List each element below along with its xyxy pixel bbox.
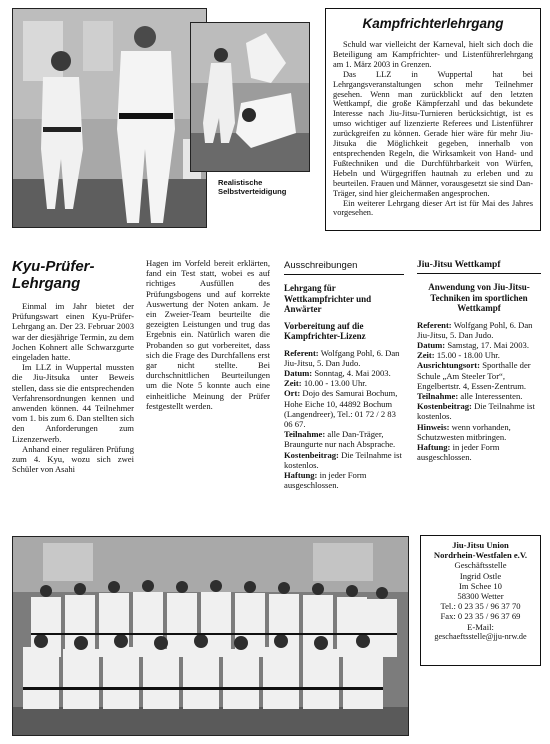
union-line-office: Geschäftsstelle — [454, 560, 507, 571]
lehrgang-entry — [284, 450, 404, 470]
wettkampf-entry-text: wenn vorhanden, Schutzwesten mitbringen. — [417, 421, 511, 442]
lehrgang-entry-text: alle Dan-Träger, Braungurte nur nach Absprache. — [284, 429, 396, 450]
wettkampf-entry — [417, 442, 541, 462]
lehrgang-entry — [284, 388, 404, 429]
wettkampf-entry — [417, 401, 541, 421]
wettkampf-entry — [417, 391, 541, 401]
lehrgang-entry-label: Haftung: — [284, 469, 318, 480]
union-contact-box — [420, 535, 541, 666]
lehrgang-entry-text: in jeder Form ausgeschlossen. — [284, 469, 367, 491]
wettkampf-entry-label: Haftung: — [417, 441, 451, 452]
lehrgang-entry-label: Kostenbeitrag: — [284, 449, 339, 460]
kampfrichter-paragraph-3: Ein weiterer Lehrgang dieser Art ist für Mai des Jahres vorgesehen. — [333, 198, 533, 218]
union-line-fax: Fax: 0 23 35 / 96 37 69 — [440, 611, 521, 622]
kyu-title — [12, 258, 134, 292]
wettkampf-entry-label: Zeit: — [417, 350, 435, 361]
lehrgang-details — [284, 348, 404, 491]
lehrgang-entry-label: Ort: — [284, 388, 301, 399]
wettkampf-entry-text: Wolfgang Pohl, 6. Dan Jiu-Jitsu, 5. Dan Judo. — [417, 319, 533, 340]
lehrgang-entry-text: Sonntag, 4. Mai 2003. — [314, 367, 391, 378]
wettkampf-entry — [417, 340, 541, 350]
lehrgang-entry — [284, 429, 404, 449]
wettkampf-section — [417, 260, 541, 462]
ausschreibungen-header: Ausschreibungen — [284, 260, 404, 275]
photo-caption — [218, 178, 308, 196]
wettkampf-entry-label: Datum: — [417, 339, 446, 350]
union-line-city: 58300 Wetter — [457, 591, 504, 602]
wettkampf-entry — [417, 360, 541, 391]
wettkampf-entry-text: Die Teilnahme ist kostenlos. — [417, 401, 535, 422]
wettkampf-entry-text: alle Interessenten. — [460, 390, 523, 401]
wettkampf-entry-label: Referent: — [417, 319, 452, 330]
wettkampf-entry-text: 15.00 - 18.00 Uhr. — [436, 350, 500, 361]
kyu-title-line-1: Kyu-Prüfer- — [12, 258, 95, 275]
lehrgang-subtitle: Vorbereitung auf die Kampfrichter-Lizenz — [284, 320, 366, 341]
union-line-phone: Tel.: 0 23 35 / 96 37 70 — [440, 601, 521, 612]
ausschreibungen-section — [284, 260, 404, 490]
caption-line-2: Selbstverteidigung — [218, 187, 287, 196]
union-email-link[interactable]: geschaeftsstelle@jju-nrw.de — [434, 631, 527, 641]
lehrgang-entry-label: Datum: — [284, 367, 313, 378]
kyu-title-line-2: Lehrgang — [12, 275, 81, 292]
lehrgang-entry-label: Referent: — [284, 347, 319, 358]
union-line-email-label: E-Mail: — [467, 621, 494, 632]
wettkampf-title: Anwendung von Jiu-Jitsu-Techniken im sportlichen Wettkampf — [428, 282, 530, 313]
wettkampf-entry — [417, 320, 541, 340]
lehrgang-entry — [284, 348, 404, 368]
lehrgang-entry — [284, 470, 404, 490]
kyu-paragraph-3: Anhand einer regulären Prüfung zum 4. Kyu, wozu sich zwei Schüler von Asahi — [12, 443, 134, 475]
wettkampf-entry-text: Samstag, 17. Mai 2003. — [447, 339, 529, 350]
kyu-paragraph-2: Im LLZ in Wuppertal mussten die Jiu-Jitsuka unter Beweis stellen, dass sie die entsprechenden Verfahrensordnungen kennen und anwenden können. 44 Teilnehmer vom 1. bis zum 6. Dan stellten sich den Anforderungen zum Lizenzerwerb. — [12, 362, 134, 444]
lehrgang-entry — [284, 368, 404, 378]
lehrgang-entry-label: Teilnahme: — [284, 429, 326, 440]
kampfrichter-article — [325, 8, 541, 231]
wettkampf-entry-text: Sporthalle der Schule „Am Steeler Tor“, Engelbertstr. 4, Essen-Zentrum. — [417, 360, 531, 391]
wettkampf-details — [417, 320, 541, 463]
union-line-person: Ingrid Ostle — [459, 570, 502, 581]
kyu-paragraph-4: Hagen im Vorfeld bereit erklärten, fand ein Test statt, wobei es auf richtiges Ausfüllen des Prüfungsbogens und auf korrekte Auswertung der Noten ankam. Je ein Zweier-Team beurteilte die gezeigten Leistungen und trug das Ergebnis ein. Natürlich waren die Probanden so gut vorbereitet, dass sich die Frage des Durchfallens erst gar nicht stellte. Bei durchschnittlichen Beurteilungen um die Note 5 konnte auch eine einheitliche Meinung der Prüfer festgestellt werden. — [146, 258, 270, 411]
kampfrichter-paragraph-2: Das LLZ in Wuppertal hat bei Lehrgangsveranstaltungen schon mehr Teilnehmer gesehen. Wenn man zurückblickt auf den letzten Wettkampf, die große Kämpferzahl und das bekundete Interesse nach Jiu-Jitsu-Turnieren berücksichtigt, ist es umso wichtiger auf lizenzierte Referees und Listenführer zurückgreifen zu können. Gerade hier wäre für mehr Jiu-Jitsuka die Möglichkeit gegeben, innerhalb von entsprechenden Regeln, die Wirksamkeit von Hand- und Fußtechniken und die Durchführbarkeit von Würfen, Hebeln und Würgegriffen hautnah zu erleben und zu beurteilen. Frauen und Männer, vorausgesetzt sie sind Dan-Träger, sind hier gleichermaßen angesprochen. — [333, 69, 533, 198]
union-name-2: Nordrhein-Westfalen e.V. — [433, 550, 528, 561]
union-name-1: Jiu-Jitsu Union — [452, 540, 509, 550]
wettkampf-entry — [417, 422, 541, 442]
group-photo — [12, 536, 409, 736]
kyu-article-col1 — [12, 258, 134, 474]
wettkampf-entry-label: Kostenbeitrag: — [417, 401, 472, 412]
lehrgang-entry-text: 10.00 - 13.00 Uhr. — [303, 378, 367, 389]
kampfrichter-title: Kampfrichterlehrgang — [362, 16, 504, 31]
lehrgang-entry-text: Wolfgang Pohl, 6. Dan Jiu-Jitsu, 5. Dan Judo. — [284, 347, 400, 368]
lehrgang-entry-text: Die Teilnahme ist kostenlos. — [284, 449, 402, 470]
kampfrichter-paragraph-1: Schuld war vielleicht der Karneval, hielt sich doch die Beteiligung am Kampfrichter- und Listenführerlehrgang am 1. März 2003 in Grenzen. — [333, 40, 533, 69]
lehrgang-entry-label: Zeit: — [284, 378, 302, 389]
caption-line-1: Realistische — [218, 178, 263, 187]
wettkampf-entry-label: Hinweis: — [417, 421, 450, 432]
union-line-street: Im Schee 10 — [459, 580, 502, 591]
wettkampf-entry — [417, 350, 541, 360]
training-photo — [12, 8, 207, 228]
kyu-article-col2 — [146, 258, 270, 411]
wettkampf-entry-text: in jeder Form ausgeschlossen. — [417, 441, 500, 463]
wettkampf-entry-label: Teilnahme: — [417, 390, 459, 401]
wettkampf-entry-label: Ausrichtungsort: — [417, 360, 481, 371]
lehrgang-title: Lehrgang für Wettkampfrichter und Anwärter — [284, 283, 372, 314]
self-defense-photo — [190, 22, 310, 172]
wettkampf-header: Jiu-Jitsu Wettkampf — [417, 260, 541, 274]
lehrgang-entry-text: Dojo des Samurai Bochum, Hohe Eiche 10, 44892 Bochum (Langendreer), Tel.: 01 72 / 2 83 06 67. — [284, 388, 398, 429]
lehrgang-entry — [284, 378, 404, 388]
kyu-paragraph-1: Einmal im Jahr bietet der Prüfungswart einen Kyu-Prüfer-Lehrgang an. Der 23. Februar 2003 war der diesjährige Termin, zu dem Jochen Kohnert alle Schwarzgurte eingeladen hatte. — [12, 301, 134, 363]
